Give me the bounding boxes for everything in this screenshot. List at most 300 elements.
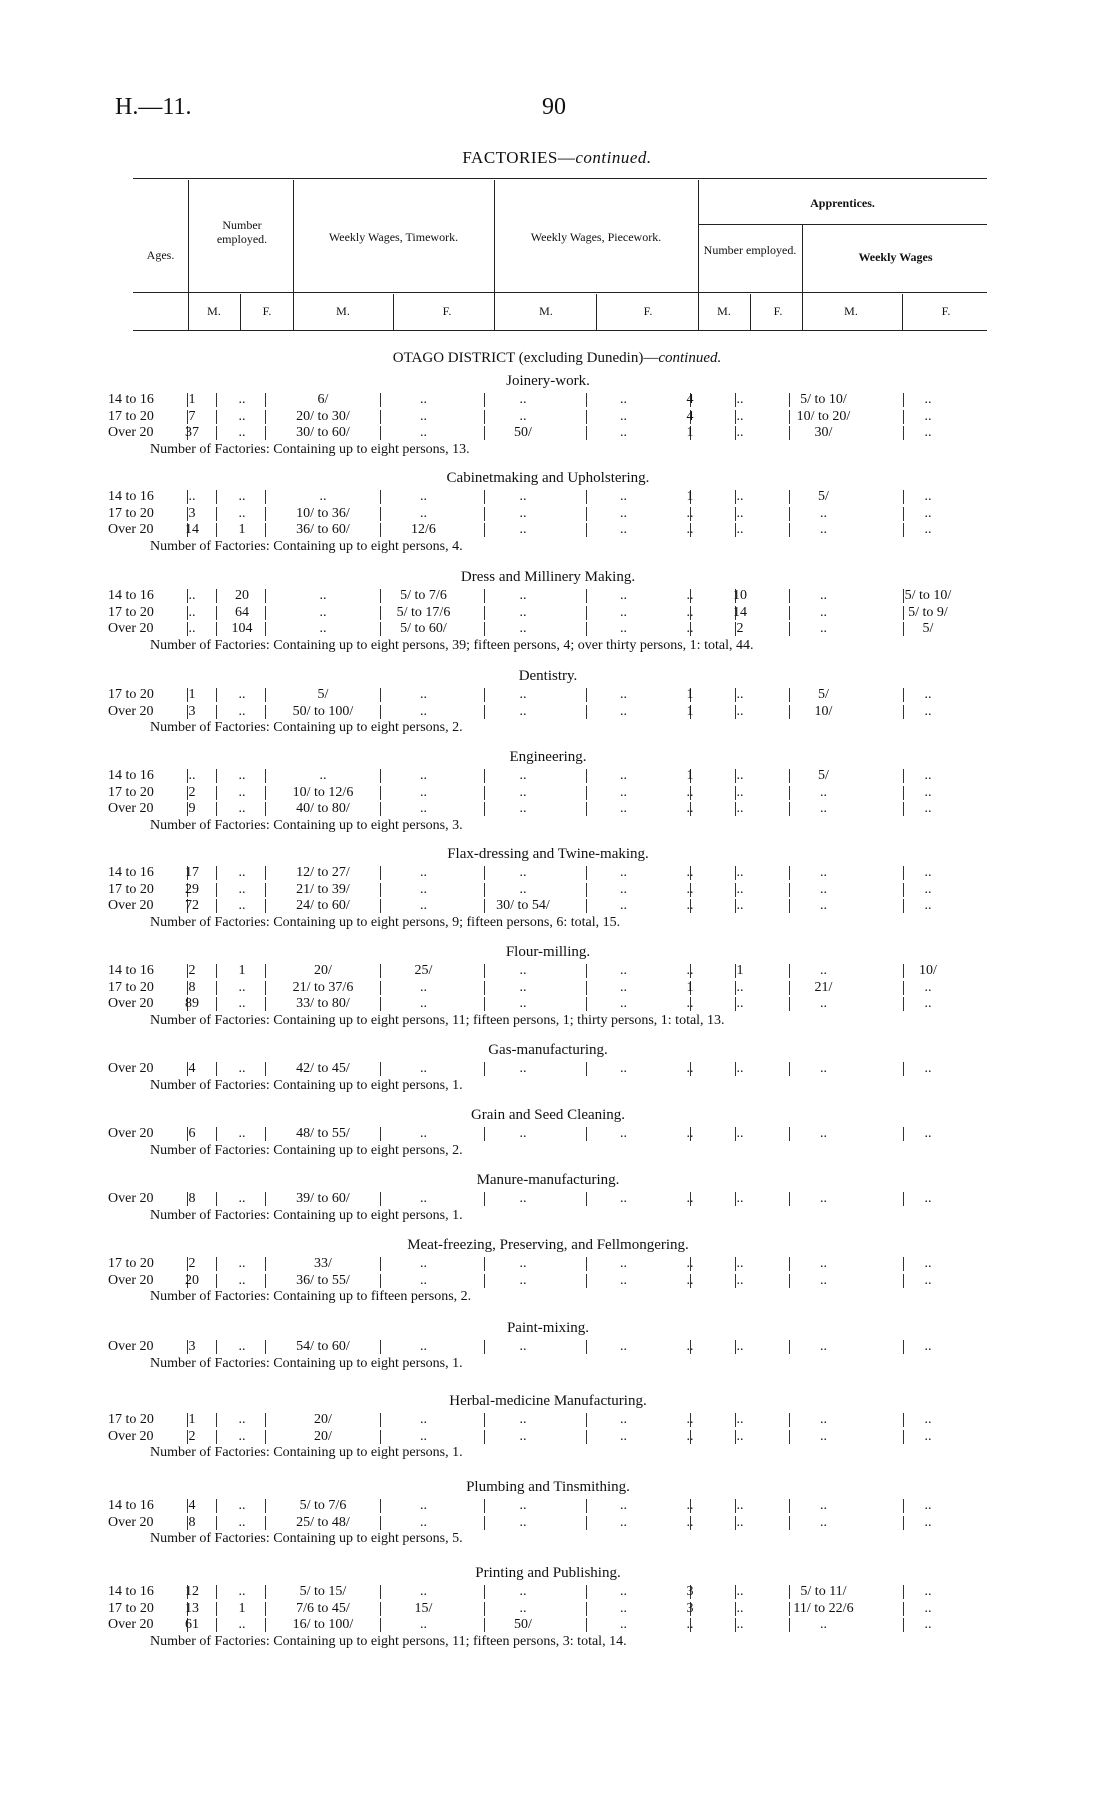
- cell-apprentice-number-f: ..: [736, 505, 744, 521]
- cell-number-f: ..: [238, 1584, 246, 1599]
- section-title: Manure-manufacturing.: [476, 1172, 620, 1188]
- cell-timework-f: ..: [420, 489, 427, 504]
- header-apprentices: Apprentices.: [810, 196, 875, 210]
- cell-apprentice-number-f: ..: [736, 784, 744, 800]
- cell-timework-m: 20/: [314, 1412, 332, 1427]
- factories-note: Number of Factories: Containing up to eight persons, 1.: [150, 1445, 463, 1460]
- cell-apprentice-wages-m: ..: [820, 588, 827, 603]
- header-mid-rule: [133, 292, 987, 293]
- section: [108, 1317, 988, 1373]
- cell-timework-m: 20/ to 30/: [296, 408, 350, 424]
- cell-apprentice-wages-f: 5/: [922, 621, 934, 636]
- cell-timework-m: 50/ to 100/: [292, 703, 354, 719]
- column-rule: [265, 1430, 266, 1444]
- cell-apprentice-number-f: ..: [736, 1514, 744, 1530]
- section: [108, 941, 988, 1030]
- table-row: [108, 605, 988, 622]
- cell-timework-f: ..: [420, 1191, 427, 1206]
- column-rule: [216, 1192, 217, 1206]
- table-row: [108, 1498, 988, 1515]
- cell-piecework-m: ..: [519, 1584, 527, 1599]
- cell-timework-m: 39/ to 60/: [296, 1191, 350, 1206]
- cell-timework-f: 12/6: [411, 522, 436, 537]
- column-rule: [216, 866, 217, 880]
- column-rule: [216, 981, 217, 995]
- header-number-employed: Number employed.: [216, 218, 268, 246]
- header-f: F.: [643, 304, 653, 318]
- column-rule: [265, 1274, 266, 1288]
- table-row: [108, 1584, 988, 1601]
- table-row: [108, 489, 988, 506]
- cell-timework-f: ..: [420, 1412, 427, 1427]
- cell-piecework-m: ..: [519, 963, 527, 978]
- section-title: Dentistry.: [518, 668, 578, 684]
- cell-apprentice-wages-m: ..: [820, 1256, 827, 1271]
- cell-age: 17 to 20: [108, 1412, 154, 1427]
- column-rule: [216, 393, 217, 407]
- cell-apprentice-number-f: ..: [736, 898, 744, 913]
- cell-apprentice-wages-f: ..: [924, 392, 932, 407]
- cell-timework-m: 10/ to 36/: [296, 505, 350, 521]
- cell-number-m: 3: [188, 703, 196, 719]
- cell-number-f: ..: [238, 1339, 246, 1354]
- cell-number-f: ..: [238, 1256, 246, 1271]
- section-title: Meat-freezing, Preserving, and Fellmongering.: [407, 1237, 689, 1253]
- cell-number-f: ..: [238, 1514, 246, 1530]
- cell-apprentice-number-f: ..: [736, 703, 744, 719]
- cell-apprentice-number-m: ..: [686, 1412, 694, 1427]
- cell-apprentice-number-m: ..: [686, 1191, 694, 1206]
- cell-apprentice-wages-f: ..: [924, 979, 932, 995]
- column-rule: [216, 589, 217, 603]
- section: [108, 566, 988, 655]
- document-reference: H.—11.: [115, 94, 192, 120]
- cell-piecework-m: ..: [519, 522, 527, 537]
- column-rule: [216, 1585, 217, 1599]
- title-main: FACTORIES—: [462, 148, 576, 167]
- cell-number-f: ..: [238, 1498, 246, 1513]
- cell-number-f: 1: [238, 963, 246, 978]
- cell-apprentice-number-f: ..: [736, 392, 744, 407]
- cell-apprentice-number-m: 4: [686, 392, 694, 407]
- column-rule: [216, 964, 217, 978]
- section: [108, 1234, 988, 1306]
- cell-piecework-f: ..: [620, 1339, 627, 1354]
- cell-number-m: 17: [185, 865, 199, 880]
- cell-apprentice-wages-m: ..: [820, 1272, 827, 1288]
- column-rule: [265, 1602, 266, 1616]
- cell-number-m: ..: [188, 489, 196, 504]
- cell-apprentice-wages-f: 5/ to 10/: [904, 588, 952, 603]
- table-row: [108, 996, 988, 1013]
- cell-timework-m: 5/ to 7/6: [299, 1498, 347, 1513]
- cell-apprentice-number-m: ..: [686, 1428, 694, 1444]
- cell-timework-m: ..: [319, 621, 327, 636]
- cell-apprentice-wages-f: ..: [924, 996, 932, 1011]
- factories-note: Number of Factories: Containing up to eight persons, 5.: [150, 1531, 463, 1546]
- cell-timework-m: 6/: [317, 392, 329, 407]
- column-rule: [265, 1340, 266, 1354]
- column-rule: [265, 523, 266, 537]
- column-rule: [265, 688, 266, 702]
- page-title: [0, 148, 1114, 168]
- cell-apprentice-number-f: ..: [736, 687, 744, 702]
- column-rule: [265, 964, 266, 978]
- column-rule: [265, 1413, 266, 1427]
- cell-apprentice-wages-f: ..: [924, 489, 932, 504]
- cell-number-m: 8: [188, 1191, 196, 1206]
- cell-age: 17 to 20: [108, 784, 154, 800]
- header-divider: [750, 294, 751, 330]
- cell-piecework-f: ..: [620, 425, 627, 440]
- cell-apprentice-wages-m: ..: [820, 1191, 827, 1206]
- cell-apprentice-wages-m: ..: [820, 1339, 827, 1354]
- apprentices-rule: [698, 224, 987, 225]
- cell-piecework-m: ..: [519, 1256, 527, 1271]
- factories-note: Number of Factories: Containing up to eight persons, 11; fifteen persons, 3: total, 14.: [150, 1633, 627, 1649]
- cell-piecework-m: ..: [519, 604, 527, 620]
- cell-piecework-f: ..: [620, 801, 627, 816]
- cell-apprentice-number-m: ..: [686, 801, 694, 816]
- cell-timework-m: 12/ to 27/: [296, 865, 350, 880]
- column-rule: [216, 523, 217, 537]
- cell-number-f: 20: [235, 588, 249, 603]
- column-rule: [265, 1127, 266, 1141]
- cell-age: 14 to 16: [108, 588, 154, 603]
- cell-apprentice-wages-f: ..: [924, 898, 932, 913]
- table-row: [108, 1601, 988, 1618]
- cell-timework-m: 48/ to 55/: [296, 1126, 350, 1141]
- cell-piecework-f: ..: [620, 1498, 627, 1513]
- cell-apprentice-wages-f: ..: [924, 703, 932, 719]
- cell-timework-f: ..: [420, 1339, 427, 1354]
- header-m: M.: [844, 304, 858, 318]
- cell-piecework-m: ..: [519, 768, 527, 783]
- cell-timework-m: 20/: [314, 963, 332, 978]
- cell-apprentice-number-m: 3: [686, 1600, 694, 1616]
- cell-apprentice-number-m: ..: [686, 1498, 694, 1513]
- column-rule: [265, 899, 266, 913]
- cell-number-m: 7: [188, 408, 196, 424]
- section: [108, 1104, 988, 1160]
- cell-number-f: ..: [238, 865, 246, 880]
- cell-age: 14 to 16: [108, 392, 154, 407]
- cell-timework-f: ..: [420, 881, 427, 897]
- cell-timework-f: 15/: [414, 1600, 433, 1616]
- column-rule: [216, 410, 217, 424]
- cell-age: Over 20: [108, 1191, 154, 1206]
- cell-age: Over 20: [108, 996, 154, 1011]
- cell-age: Over 20: [108, 1617, 154, 1632]
- cell-timework-m: ..: [319, 604, 327, 620]
- cell-apprentice-number-f: ..: [736, 865, 744, 880]
- column-rule: [216, 1499, 217, 1513]
- cell-apprentice-number-f: 1: [736, 963, 744, 978]
- cell-apprentice-number-f: ..: [736, 489, 744, 504]
- column-rule: [265, 622, 266, 636]
- cell-apprentice-number-f: 10: [733, 588, 747, 603]
- cell-apprentice-wages-f: ..: [924, 1428, 932, 1444]
- cell-number-f: ..: [238, 1191, 246, 1206]
- factories-note: Number of Factories: Containing up to eight persons, 2.: [150, 1142, 463, 1158]
- header-apprentices-number-employed: Number employed.: [703, 243, 797, 257]
- cell-apprentice-number-m: 1: [686, 687, 694, 702]
- header-m: M.: [336, 304, 350, 318]
- cell-apprentice-number-m: 1: [686, 979, 694, 995]
- cell-number-m: 3: [188, 505, 196, 521]
- cell-age: Over 20: [108, 801, 154, 816]
- cell-number-f: ..: [238, 784, 246, 800]
- cell-apprentice-number-f: ..: [736, 1428, 744, 1444]
- cell-apprentice-wages-f: ..: [924, 784, 932, 800]
- column-rule: [265, 786, 266, 800]
- column-rule: [216, 899, 217, 913]
- cell-timework-m: 16/ to 100/: [292, 1617, 354, 1632]
- table-row: [108, 506, 988, 523]
- cell-apprentice-number-m: ..: [686, 604, 694, 620]
- cell-apprentice-wages-f: ..: [924, 1191, 932, 1206]
- section-title: Cabinetmaking and Upholstering.: [446, 470, 650, 486]
- cell-apprentice-wages-m: ..: [820, 505, 827, 521]
- cell-apprentice-wages-f: ..: [924, 1600, 932, 1616]
- cell-number-m: 89: [185, 996, 199, 1011]
- cell-age: Over 20: [108, 703, 154, 719]
- cell-timework-f: ..: [420, 996, 427, 1011]
- column-rule: [265, 769, 266, 783]
- cell-apprentice-wages-f: ..: [924, 1514, 932, 1530]
- column-rule: [265, 426, 266, 440]
- cell-piecework-m: ..: [519, 865, 527, 880]
- cell-piecework-m: ..: [519, 687, 527, 702]
- cell-apprentice-wages-f: ..: [924, 1272, 932, 1288]
- column-rule: [216, 786, 217, 800]
- cell-apprentice-wages-m: ..: [820, 522, 827, 537]
- cell-timework-f: ..: [420, 408, 427, 424]
- cell-apprentice-number-m: ..: [686, 1126, 694, 1141]
- cell-apprentice-number-f: ..: [736, 1600, 744, 1616]
- cell-apprentice-wages-m: ..: [820, 801, 827, 816]
- factories-note: Number of Factories: Containing up to eight persons, 1.: [150, 1207, 463, 1223]
- cell-number-m: 8: [188, 1514, 196, 1530]
- header-f: F.: [442, 304, 452, 318]
- section-title: Paint-mixing.: [506, 1320, 590, 1336]
- cell-apprentice-wages-m: 10/ to 20/: [796, 408, 851, 424]
- cell-apprentice-wages-m: 10/: [814, 703, 833, 719]
- cell-age: 17 to 20: [108, 505, 154, 521]
- cell-age: 14 to 16: [108, 768, 154, 783]
- cell-apprentice-wages-m: 5/ to 10/: [800, 392, 847, 407]
- table-row: [108, 621, 988, 638]
- cell-piecework-f: ..: [620, 1600, 627, 1616]
- cell-piecework-f: ..: [620, 1256, 627, 1271]
- cell-apprentice-number-f: ..: [736, 1256, 744, 1271]
- cell-age: 14 to 16: [108, 963, 154, 978]
- cell-apprentice-number-m: ..: [686, 1617, 694, 1632]
- cell-piecework-m: ..: [519, 996, 527, 1011]
- column-rule: [216, 1413, 217, 1427]
- cell-apprentice-wages-m: ..: [820, 784, 827, 800]
- cell-number-f: ..: [238, 687, 246, 702]
- table-row: [108, 1339, 988, 1356]
- cell-apprentice-number-m: ..: [686, 1272, 694, 1288]
- column-rule: [216, 769, 217, 783]
- cell-timework-m: 20/: [314, 1428, 332, 1444]
- cell-piecework-f: ..: [620, 996, 627, 1011]
- column-rule: [216, 1062, 217, 1076]
- cell-number-f: 1: [238, 522, 246, 537]
- cell-timework-f: ..: [420, 1126, 427, 1141]
- cell-timework-f: ..: [420, 1514, 427, 1530]
- cell-apprentice-number-f: ..: [736, 1126, 744, 1141]
- cell-timework-m: 21/ to 39/: [296, 881, 350, 897]
- cell-apprentice-wages-f: 10/: [919, 963, 937, 978]
- cell-piecework-f: ..: [620, 898, 627, 913]
- column-rule: [265, 997, 266, 1011]
- cell-piecework-f: ..: [620, 392, 627, 407]
- cell-number-f: ..: [238, 489, 246, 504]
- cell-age: Over 20: [108, 1514, 154, 1530]
- cell-timework-m: 24/ to 60/: [296, 898, 350, 913]
- header-bottom-rule: [133, 330, 987, 331]
- cell-number-f: ..: [238, 1412, 246, 1427]
- cell-piecework-f: ..: [620, 1584, 627, 1599]
- cell-number-m: 61: [185, 1617, 199, 1632]
- factories-note: Number of Factories: Containing up to eight persons, 1.: [150, 1355, 463, 1371]
- cell-apprentice-wages-m: ..: [820, 1428, 827, 1444]
- table-row: [108, 1191, 988, 1208]
- cell-timework-f: 5/ to 17/6: [396, 604, 451, 620]
- cell-apprentice-number-m: 1: [686, 489, 694, 504]
- cell-piecework-m: ..: [519, 801, 527, 816]
- cell-timework-f: 5/ to 60/: [400, 621, 447, 636]
- cell-timework-m: 33/: [314, 1256, 332, 1271]
- cell-piecework-f: ..: [620, 1412, 627, 1427]
- cell-age: 17 to 20: [108, 604, 154, 620]
- cell-apprentice-number-m: ..: [686, 522, 694, 537]
- cell-apprentice-number-m: ..: [686, 881, 694, 897]
- cell-age: Over 20: [108, 1428, 154, 1444]
- cell-age: 14 to 16: [108, 1498, 154, 1513]
- cell-apprentice-wages-f: ..: [924, 1584, 932, 1599]
- cell-apprentice-number-f: ..: [736, 522, 744, 537]
- table-row: [108, 963, 988, 980]
- cell-piecework-f: ..: [620, 979, 627, 995]
- column-rule: [216, 997, 217, 1011]
- cell-piecework-m: ..: [519, 621, 527, 636]
- header-f: F.: [773, 304, 783, 318]
- cell-piecework-f: ..: [620, 784, 627, 800]
- cell-piecework-m: ..: [519, 1339, 527, 1354]
- column-rule: [265, 393, 266, 407]
- cell-number-f: ..: [238, 996, 246, 1011]
- cell-timework-f: ..: [420, 1061, 427, 1076]
- column-rule: [265, 606, 266, 620]
- cell-apprentice-wages-m: ..: [820, 604, 827, 620]
- section-title: Joinery-work.: [506, 373, 590, 389]
- cell-number-m: 1: [188, 392, 196, 407]
- cell-timework-f: ..: [420, 505, 427, 521]
- cell-apprentice-number-f: ..: [736, 1584, 744, 1599]
- cell-timework-m: 40/ to 80/: [296, 801, 350, 816]
- district-heading: [0, 350, 1114, 367]
- header-m: M.: [539, 304, 553, 318]
- factories-note: Number of Factories: Containing up to eight persons, 9; fifteen persons, 6: total, 15.: [150, 914, 621, 930]
- cell-piecework-f: ..: [620, 865, 627, 880]
- cell-apprentice-number-f: ..: [736, 881, 744, 897]
- cell-apprentice-wages-m: 5/: [818, 489, 829, 504]
- cell-piecework-f: ..: [620, 1514, 627, 1530]
- district-italic: continued.: [658, 350, 722, 366]
- cell-apprentice-wages-m: ..: [820, 1514, 827, 1530]
- cell-age: Over 20: [108, 1339, 154, 1354]
- column-rule: [216, 1127, 217, 1141]
- cell-piecework-m: ..: [519, 408, 527, 424]
- factories-note: Number of Factories: Containing up to eight persons, 13.: [150, 441, 470, 457]
- cell-piecework-m: ..: [519, 1600, 527, 1616]
- cell-apprentice-number-f: ..: [736, 1617, 744, 1632]
- column-rule: [265, 866, 266, 880]
- cell-timework-f: ..: [420, 1256, 427, 1271]
- cell-number-f: ..: [238, 1126, 246, 1141]
- table-row: [108, 704, 988, 721]
- cell-apprentice-wages-f: ..: [924, 1126, 932, 1141]
- cell-age: 14 to 16: [108, 1584, 154, 1599]
- cell-piecework-f: ..: [620, 768, 627, 783]
- section-title: Gas-manufacturing.: [488, 1042, 608, 1058]
- table-row: [108, 801, 988, 818]
- header-divider: [494, 180, 495, 330]
- cell-apprentice-number-f: ..: [736, 1498, 744, 1513]
- cell-number-m: 4: [188, 1061, 196, 1076]
- page-number: 90: [542, 94, 566, 120]
- column-rule: [216, 1618, 217, 1632]
- cell-timework-m: 36/ to 60/: [296, 522, 350, 537]
- cell-timework-m: ..: [319, 489, 327, 504]
- cell-apprentice-wages-m: 30/: [814, 425, 833, 440]
- factories-note: Number of Factories: Containing up to eight persons, 39; fifteen persons, 4; over thirty persons, 1: total, 44.: [150, 637, 754, 653]
- cell-age: 17 to 20: [108, 881, 154, 897]
- column-rule: [216, 622, 217, 636]
- cell-piecework-m: ..: [519, 1514, 527, 1530]
- cell-piecework-m: ..: [519, 1272, 527, 1288]
- cell-timework-f: ..: [420, 1498, 427, 1513]
- cell-piecework-f: ..: [620, 604, 627, 620]
- cell-apprentice-wages-m: ..: [820, 898, 827, 913]
- cell-age: Over 20: [108, 621, 154, 636]
- cell-apprentice-number-m: 1: [686, 425, 694, 440]
- cell-number-f: ..: [238, 979, 246, 995]
- cell-apprentice-wages-f: ..: [924, 687, 932, 702]
- cell-number-m: 2: [188, 1256, 196, 1271]
- cell-piecework-f: ..: [620, 489, 627, 504]
- cell-piecework-m: ..: [519, 784, 527, 800]
- table-row: [108, 865, 988, 882]
- column-rule: [265, 1499, 266, 1513]
- table-row: [108, 1273, 988, 1290]
- cell-piecework-m: ..: [519, 703, 527, 719]
- cell-timework-f: ..: [420, 1428, 427, 1444]
- cell-number-m: 29: [185, 881, 199, 897]
- section: [108, 370, 988, 459]
- cell-apprentice-number-m: ..: [686, 865, 694, 880]
- cell-apprentice-wages-m: ..: [820, 996, 827, 1011]
- cell-age: 17 to 20: [108, 687, 154, 702]
- cell-apprentice-number-m: ..: [686, 1256, 694, 1271]
- cell-piecework-f: ..: [620, 505, 627, 521]
- section: [108, 1169, 988, 1225]
- cell-apprentice-number-m: ..: [686, 898, 694, 913]
- cell-timework-f: ..: [420, 865, 427, 880]
